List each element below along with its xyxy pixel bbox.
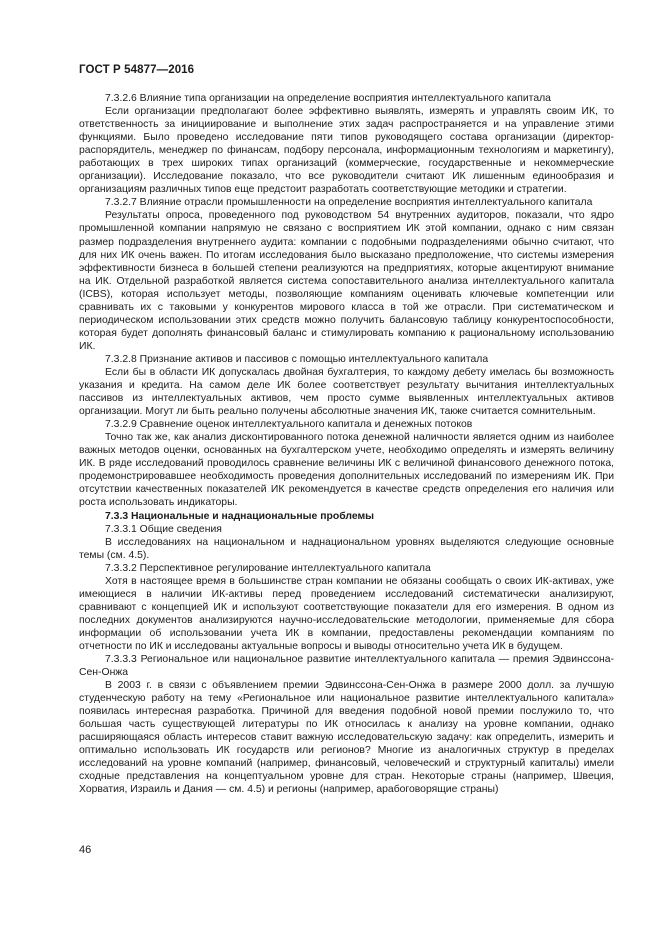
clause-heading-7-3-2-8: 7.3.2.8 Признание активов и пассивов с помощью интеллектуального капитала (105, 353, 489, 365)
paragraph: Хотя в настоящее время в большинстве стран компании не обязаны сообщать о своих ИК-активах, уже имеющиеся в наличии ИК-активы перед проведением исследований систематически анализируют, сравнивают с концепцией ИК и используют соответствующие показатели для его измерения. В одном из последних документов анализируются научно-исследовательские методологии, применяемые для сбора информации об использовании учета ИК в компании, предоставлены рекомендации компаниям по отчетности по ИК и исследованы актуальные вопросы и выводы относительно учета ИК в будущем. (79, 575, 614, 652)
clause-heading-7-3-3-1: 7.3.3.1 Общие сведения (105, 523, 222, 535)
clause-heading-7-3-3-3: 7.3.3.3 Региональное или национальное развитие интеллектуального капитала — премия Эдвинссона-Сен-Онжа (79, 654, 614, 679)
clause-heading-7-3-3-2: 7.3.3.2 Перспективное регулирование интеллектуального капитала (105, 562, 431, 574)
clause-heading-7-3-2-6: 7.3.2.6 Влияние типа организации на определение восприятия интеллектуального капитала (105, 93, 551, 104)
page-number: 46 (79, 844, 92, 856)
paragraph: Результаты опроса, проведенного под руководством 54 внутренних аудиторов, показали, что ядро промышленной компании напрямую не связано с восприятием ИК этой компании, однако с ним связан размер подразделения внутреннего аудита: компании с подобными подразделениями обычно считают, что для них ИК очень важен. По итогам исследования было высказано предположение, что системы измерения эффективности бизнеса в большей степени реализуются на предприятиях, которые акцентируют внимание на ИК. Отдельной разработкой является система сопоставительного анализа интеллектуального капитала (ICBS), которая использует методы, позволяющие компаниям оценивать ключевые компетенции или сравнивать их с таковыми у конкурентов мирового класса в той же отрасли. При систематическом и периодическом использовании этих средств можно получить балансовую таблицу конкурентоспособности, которая будет дополнять финансовый баланс и стимулировать компанию к рациональному использованию ИК. (79, 210, 614, 352)
paragraph: В 2003 г. в связи с объявлением премии Эдвинссона-Сен-Онжа в размере 2000 долл. за лучшую студенческую работу на тему «Региональное или национальное развитие интеллектуального капитала» появилась интересная разработка. Причиной для введения подобной новой премии послужило то, что большая часть существующей литературы по ИК относилась к анализу на уровне компании, однако расширяющаяся область интересов ставит важную исследовательскую задачу: как определить, измерить и оптимально использовать ИК государств или регионов? Многие из аналогичных структур в пределах исследований на уровне компаний (например, финансовый, человеческий и структурный капиталы) имели сходные представления на концептуальном уровне для стран. Некоторые страны (например, Швеция, Хорватия, Израиль и Дания — см. 4.5) и регионы (например, арабоговорящие страны) (79, 680, 614, 796)
clause-heading-7-3-2-7: 7.3.2.7 Влияние отрасли промышленности на определение восприятия интеллектуального капитала (105, 197, 593, 209)
body-text (79, 92, 614, 797)
document-header: ГОСТ Р 54877—2016 (79, 64, 195, 76)
paragraph: Если бы в области ИК допускалась двойная бухгалтерия, то каждому дебету имелась бы возможность указания и кредита. На самом деле ИК более соответствует результату вычитания интеллектуальных пассивов из интеллектуальных активов, чем просто сумме выявленных интеллектуальных активов организации. Могут ли быть реально получены абсолютные значения ИК, также считается сомнительным. (79, 366, 614, 418)
paragraph: В исследованиях на национальном и наднациональном уровнях выделяются следующие основные темы (см. 4.5). (79, 536, 614, 561)
paragraph: Точно так же, как анализ дисконтированного потока денежной наличности является одним из наиболее важных методов оценки, основанных на бухгалтерском учете, необходимо определять и измерять величину ИК. В ряде исследований проводилось сравнение величины ИК с величиной финансового денежного потока, продемонстрировавшее необходимость проведения дополнительных исследований по измерениям ИК. При отсутствии качественных показателей ИК рекомендуется в качестве средств определения его наличия или роста использовать индикаторы. (79, 432, 614, 509)
section-heading-7-3-3: 7.3.3 Национальные и наднациональные проблемы (105, 510, 375, 522)
paragraph: Если организации предполагают более эффективно выявлять, измерять и управлять своим ИК, то ответственность за инициирование и выполнение этих задач распространяется и на управление этими функциями. Было проведено исследование пяти типов руководящего состава организации (директор-распорядитель, менеджер по финансам, подбору персонала, информационным технологиям и маркетингу), работающих в трех широких типах организаций (коммерческие, государственные и некоммерческие организации). Исследование показало, что все руководители считают ИК лишенным единообразия и организациям различных типов еще предстоит разработать соответствующие методики и стратегии. (79, 106, 614, 196)
clause-heading-7-3-2-9: 7.3.2.9 Сравнение оценок интеллектуального капитала и денежных потоков (105, 419, 473, 431)
